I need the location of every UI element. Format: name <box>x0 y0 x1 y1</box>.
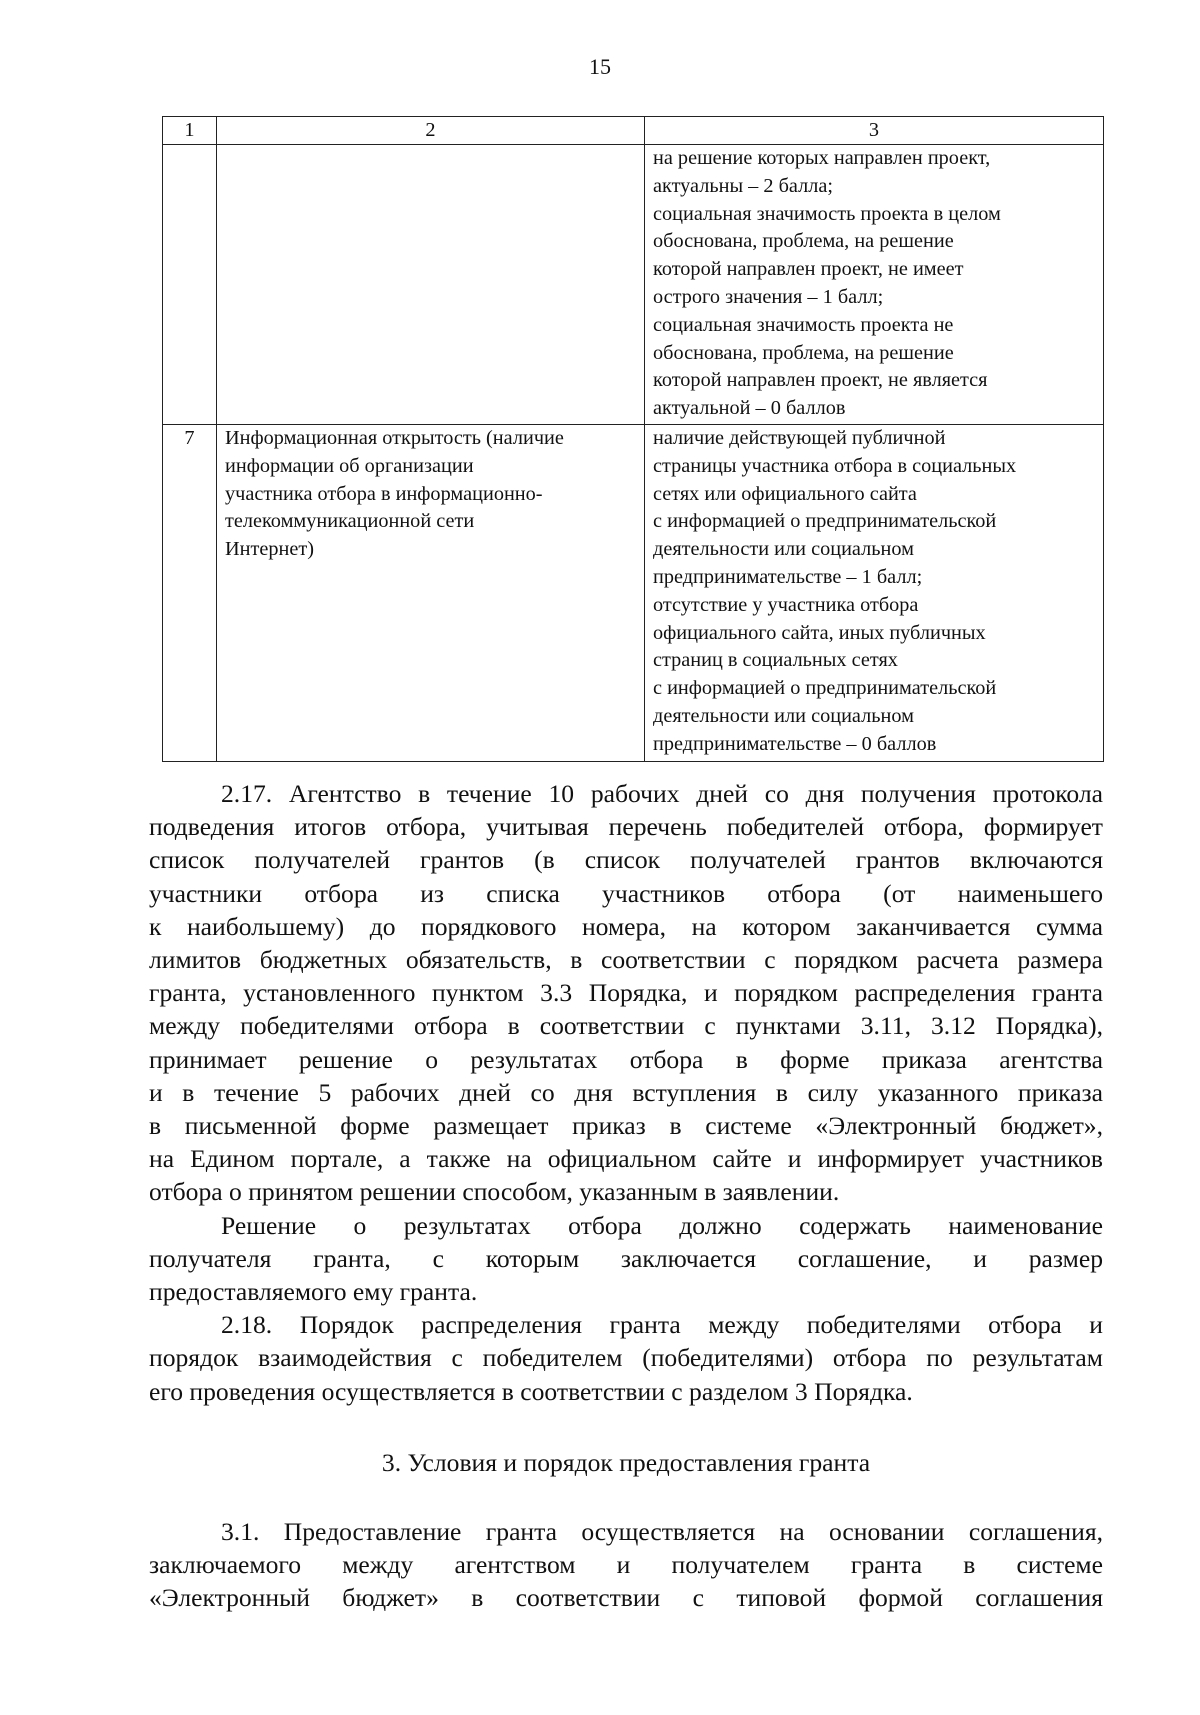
text-line: 2.17. Агентство в течение 10 рабочих дней со дня получения протокола <box>221 779 1103 808</box>
cell-line: с информацией о предпринимательской <box>653 677 997 700</box>
text-line: между победителями отбора в соответствии с пунктами 3.11, 3.12 Порядка), <box>149 1011 1103 1041</box>
paragraph-2-17 <box>149 777 1103 1209</box>
table-header-row <box>163 117 1104 145</box>
text-line: лимитов бюджетных обязательств, в соответствии с порядком расчета размера <box>149 945 1103 975</box>
text-line: участники отбора из списка участников отбора (от наименьшего <box>149 878 1103 908</box>
cell-line: на решение которых направлен проект, <box>653 147 991 169</box>
cell-line: Интернет) <box>225 538 314 561</box>
cell-line: наличие действующей публичной <box>653 427 946 449</box>
cell-line: актуальной – 0 баллов <box>653 397 846 420</box>
cell-line: предпринимательстве – 1 балл; <box>653 565 923 588</box>
cell-line: которой направлен проект, не является <box>653 369 988 392</box>
text-line: принимает решение о результатах отбора в форме приказа агентства <box>149 1044 1103 1074</box>
cell-line: которой направлен проект, не имеет <box>653 258 964 281</box>
cell-line: страниц в социальных сетях <box>653 649 898 672</box>
text-line: 2.18. Порядок распределения гранта между победителями отбора и <box>221 1310 1103 1340</box>
text-line: подведения итогов отбора, учитывая перечень победителей отбора, формирует <box>149 812 1103 842</box>
cell-line: с информацией о предпринимательской <box>653 510 997 533</box>
cell-line: актуальны – 2 балла; <box>653 174 833 197</box>
text-line: получателя гранта, с которым заключается соглашение, и размер <box>149 1243 1103 1273</box>
page-number: 15 <box>589 54 611 79</box>
text-line: заключаемого между агентством и получателем гранта в системе <box>149 1550 1103 1580</box>
cell-line: деятельности или социальном <box>653 538 914 561</box>
criterion-cell <box>217 425 645 762</box>
text-line: «Электронный бюджет» в соответствии с типовой формой соглашения <box>149 1583 1103 1613</box>
criterion-cell <box>217 145 645 425</box>
header-col-1: 1 <box>163 117 217 145</box>
scoring-cell <box>645 145 1104 425</box>
text-line: в письменной форме размещает приказ в системе «Электронный бюджет», <box>149 1111 1103 1141</box>
paragraph-2-18 <box>149 1308 1103 1408</box>
paragraph-3-1 <box>149 1515 1103 1615</box>
text-line: гранта, установленного пунктом 3.3 Порядка, и порядком распределения гранта <box>149 978 1103 1008</box>
cell-line: участника отбора в информационно- <box>225 482 543 505</box>
cell-line: отсутствие у участника отбора <box>653 593 919 616</box>
paragraph-decision <box>149 1209 1103 1309</box>
cell-line: обоснована, проблема, на решение <box>653 230 954 253</box>
cell-line: предпринимательстве – 0 баллов <box>653 732 937 755</box>
scoring-cell <box>645 425 1104 762</box>
table-row-7 <box>163 425 1104 762</box>
cell-line: острого значения – 1 балл; <box>653 285 884 308</box>
text-line: 3.1. Предоставление гранта осуществляется на основании соглашения, <box>221 1517 1103 1547</box>
cell-line: сетях или официального сайта <box>653 482 917 505</box>
cell-line: информации об организации <box>225 454 474 477</box>
body-text <box>149 777 1103 1615</box>
text-line: и в течение 5 рабочих дней со дня вступления в силу указанного приказа <box>149 1077 1103 1107</box>
text-line: отбора о принятом решении способом, указанным в заявлении. <box>149 1177 840 1207</box>
text-line: к наибольшему) до порядкового номера, на котором заканчивается сумма <box>149 911 1103 941</box>
table-row-continuation <box>163 145 1104 425</box>
text-line: предоставляемого ему гранта. <box>149 1277 478 1307</box>
cell-line: обоснована, проблема, на решение <box>653 341 954 364</box>
cell-line: социальная значимость проекта в целом <box>653 202 1001 225</box>
text-line: порядок взаимодействия с победителем (победителями) отбора по результатам <box>149 1343 1103 1373</box>
cell-line: социальная значимость проекта не <box>653 313 954 336</box>
cell-line: телекоммуникационной сети <box>225 510 475 533</box>
row-number-cell: 7 <box>163 425 217 762</box>
header-col-2: 2 <box>217 117 645 145</box>
criteria-table <box>162 116 1104 762</box>
cell-line: Информационная открытость (наличие <box>225 427 564 449</box>
text-line: список получателей грантов (в список получателей грантов включаются <box>149 845 1103 875</box>
text-line: на Едином портале, а также на официальном сайте и информирует участников <box>149 1144 1103 1174</box>
section-3-heading: 3. Условия и порядок предоставления гранта <box>381 1447 871 1477</box>
text-line: Решение о результатах отбора должно содержать наименование <box>221 1210 1103 1240</box>
row-number-cell <box>163 145 217 425</box>
cell-line: деятельности или социальном <box>653 704 914 727</box>
header-col-3: 3 <box>645 117 1104 145</box>
cell-line: официального сайта, иных публичных <box>653 621 986 644</box>
cell-line: страницы участника отбора в социальных <box>653 454 1017 477</box>
text-line: его проведения осуществляется в соответствии с разделом 3 Порядка. <box>149 1376 913 1406</box>
